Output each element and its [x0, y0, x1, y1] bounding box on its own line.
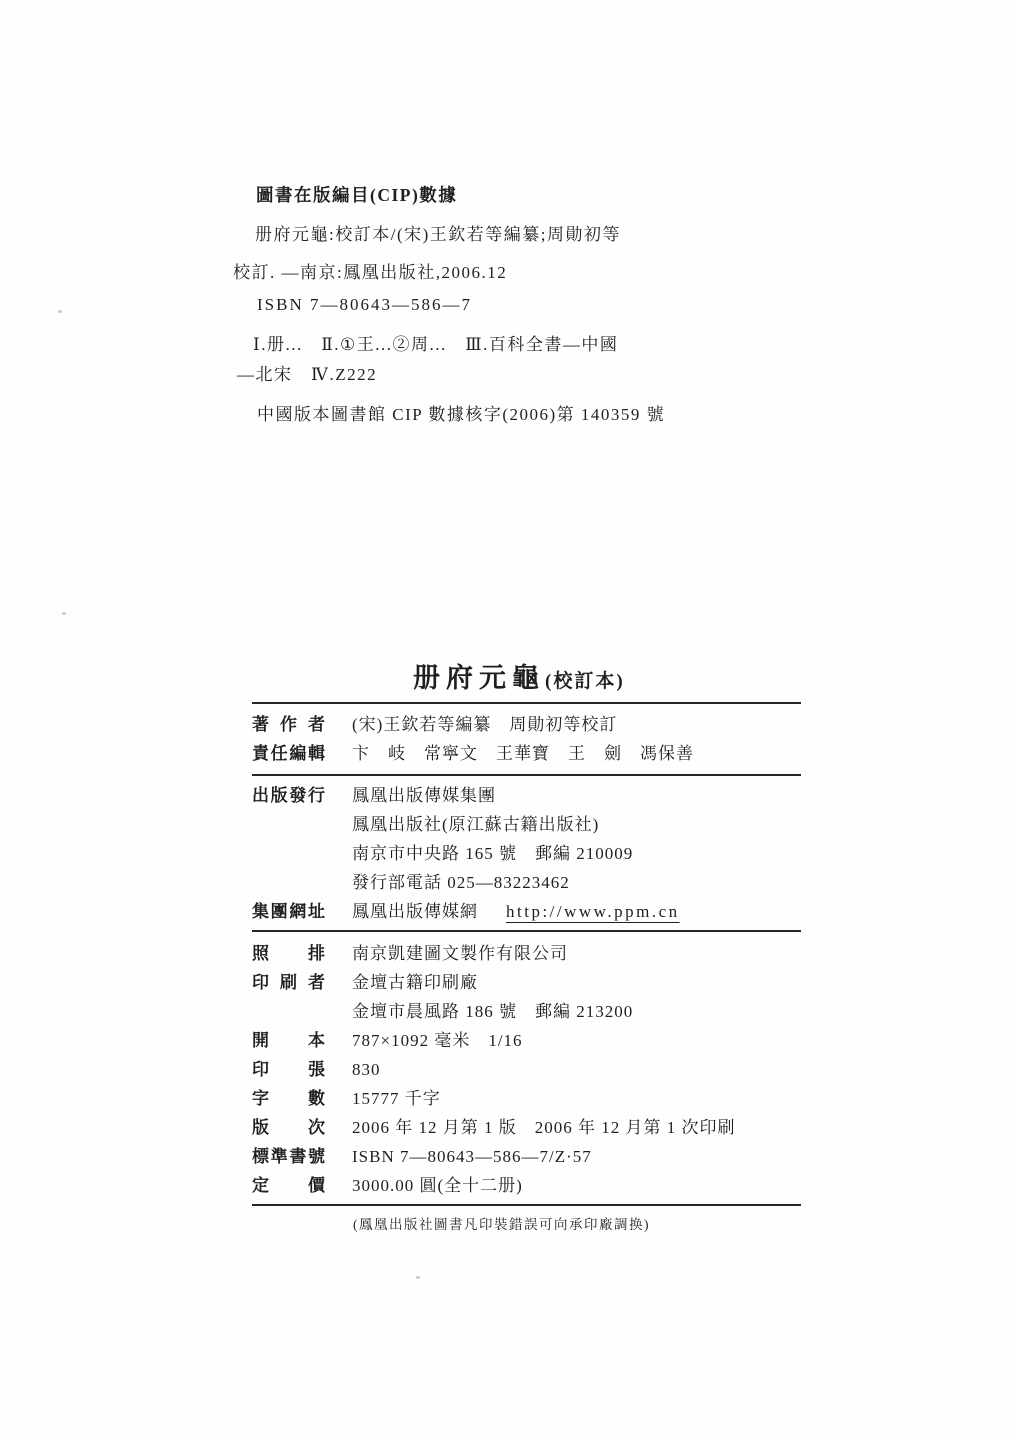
row-author	[252, 710, 801, 739]
cip-entry-line-2: 校訂. —南京:鳳凰出版社,2006.12	[233, 263, 508, 282]
value-line: 金壇市晨風路 186 號 郵編 213200	[352, 1002, 634, 1021]
cip-isbn-line: ISBN 7—80643—586—7	[257, 295, 472, 314]
cip-heading: 圖書在版編目(CIP)數據	[256, 185, 458, 205]
value-line: ISBN 7—80643—586—7/Z·57	[352, 1147, 592, 1166]
book-title-block	[413, 656, 625, 695]
row-typesetting	[252, 939, 801, 968]
value-line: 15777 千字	[352, 1089, 441, 1108]
value-line: 南京市中央路 165 號 郵編 210009	[352, 844, 634, 863]
row-label: 版 次	[252, 1118, 326, 1137]
publisher-website-link[interactable]: http://www.ppm.cn	[506, 902, 680, 921]
value-line: 卞 岐 常寧文 王華寶 王 劍 馮保善	[352, 744, 694, 763]
row-label: 印 張	[252, 1060, 326, 1079]
row-website	[252, 897, 801, 926]
row-label: 責任編輯	[252, 744, 326, 763]
cip-entry-line-1: 册府元龜:校訂本/(宋)王欽若等編纂;周勛初等	[255, 225, 621, 244]
cip-data-block	[233, 180, 793, 430]
row-value	[352, 1113, 736, 1142]
row-value	[352, 897, 680, 926]
row-word-count	[252, 1084, 801, 1113]
value-line: 2006 年 12 月第 1 版 2006 年 12 月第 1 次印刷	[352, 1118, 736, 1137]
row-format	[252, 1026, 801, 1055]
row-value	[352, 1055, 381, 1084]
row-value	[352, 1142, 592, 1171]
row-label: 出版發行	[252, 786, 326, 805]
value-line: 830	[352, 1060, 381, 1079]
colophon-group-authors	[252, 704, 801, 776]
row-value	[352, 968, 633, 1026]
row-label: 標準書號	[252, 1147, 326, 1166]
row-label: 定 價	[252, 1176, 326, 1195]
row-value	[352, 1026, 523, 1055]
row-label: 印 刷 者	[252, 973, 326, 992]
colophon-table	[252, 702, 801, 1206]
row-label: 開 本	[252, 1031, 326, 1050]
value-line: 鳳凰出版傳媒網	[352, 902, 478, 921]
row-value	[352, 739, 694, 768]
colophon-group-printing	[252, 932, 801, 1206]
row-printer	[252, 968, 801, 1026]
colophon-group-publisher	[252, 776, 801, 932]
row-value	[352, 939, 568, 968]
scan-speck	[62, 612, 66, 615]
row-label: 著 作 者	[252, 715, 326, 734]
scan-speck	[416, 1276, 420, 1279]
scan-speck	[58, 310, 62, 313]
row-editors	[252, 739, 801, 768]
value-line: 鳳凰出版社(原江蘇古籍出版社)	[352, 815, 600, 834]
value-line: 787×1092 毫米 1/16	[352, 1031, 523, 1050]
cip-class-line-1: Ⅰ.册... Ⅱ.①王...②周... Ⅲ.百科全書—中國	[253, 335, 619, 354]
row-value	[352, 1171, 523, 1200]
row-label: 照 排	[252, 944, 326, 963]
row-standard-book-number	[252, 1142, 801, 1171]
row-value	[352, 710, 617, 739]
row-value	[352, 781, 633, 897]
value-line: 發行部電話 025—83223462	[352, 873, 570, 892]
value-line: 鳳凰出版傳媒集團	[352, 786, 496, 805]
value-line: (宋)王欽若等編纂 周勛初等校訂	[352, 715, 618, 734]
cip-record-line: 中國版本圖書館 CIP 數據核字(2006)第 140359 號	[257, 405, 666, 424]
value-line: 3000.00 圓(全十二册)	[352, 1176, 523, 1195]
book-title: 册府元龜	[413, 663, 545, 693]
row-label: 集團網址	[252, 902, 326, 921]
row-label: 字 數	[252, 1089, 326, 1108]
value-line: 金壇古籍印刷廠	[352, 973, 478, 992]
row-edition-printing	[252, 1113, 801, 1142]
row-price	[252, 1171, 801, 1200]
row-value	[352, 1084, 441, 1113]
row-publisher	[252, 781, 801, 897]
value-line: 南京凱建圖文製作有限公司	[352, 944, 568, 963]
book-title-edition: (校訂本)	[545, 671, 625, 692]
row-sheets	[252, 1055, 801, 1084]
misprint-exchange-note: (鳳凰出版社圖書凡印裝錯誤可向承印廠調换)	[353, 1217, 650, 1232]
cip-class-line-2: —北宋 Ⅳ.Z222	[237, 365, 378, 384]
